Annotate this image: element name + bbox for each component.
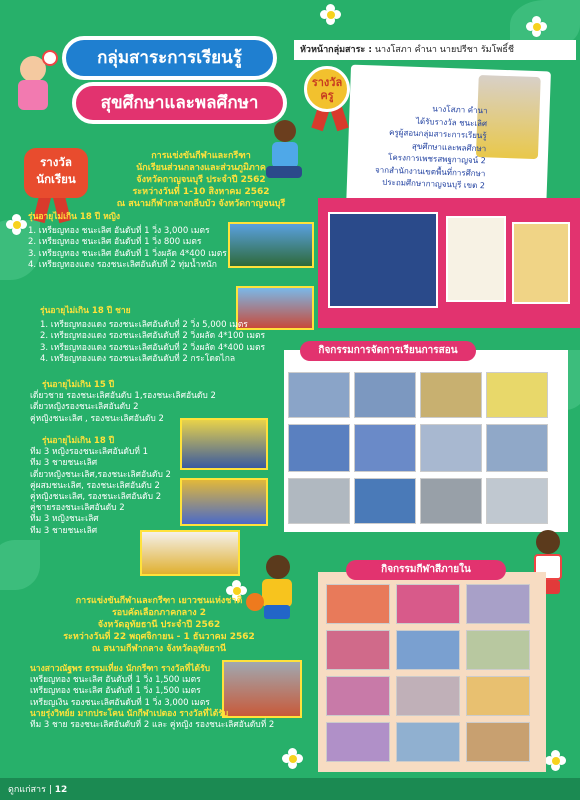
result-item: 4. เหรียญทองแดง รองชนะเลิศอันดับที่ 2 กระโดดไกล — [40, 353, 236, 364]
event-line: จังหวัดกาญจนบุรี ประจำปี 2562 — [136, 175, 266, 185]
athlete-line: นางสาวณัฐพร ธรรมเที่ยง นักกรีฑา รางวัลที่ได้รับ — [30, 664, 210, 674]
activity-photo — [420, 372, 482, 418]
teacher-award-badge — [304, 66, 350, 112]
result-item: คู่หญิงชนะเลิศ , รองชนะเลิศอันดับ 2 — [30, 413, 164, 424]
result-item: คู่ผสมชนะเลิศ, รองชนะเลิศอันดับ 2 — [30, 480, 160, 491]
page-footer — [0, 778, 580, 800]
result-item: เดี่ยวชาย รองชนะเลิศอันดับ 1,รองชนะเลิศอันดับ 2 — [30, 391, 216, 402]
team-photo — [180, 478, 268, 526]
result-item: 1. เหรียญทองแดง รองชนะเลิศอันดับที่ 2 วิ่ง 5,000 เมตร — [40, 320, 248, 331]
department-head-label: หัวหน้ากลุ่มสาระ : — [300, 45, 372, 55]
teacher-award-line: ได้รับรางวัล ชนะเลิศ — [415, 116, 488, 128]
teacher-award-text — [365, 101, 488, 193]
team-photo — [180, 418, 268, 470]
result-item: ทีม 3 ชาย รองชนะเลิศอันดับที่ 2 และ คู่หญิง รองชนะเลิศอันดับที่ 2 — [30, 720, 275, 731]
activity-photo — [288, 372, 350, 418]
certificate-photo — [446, 216, 506, 302]
sports-day-photo — [326, 630, 390, 670]
athlete-line: นายรุ่งวิทย์ย มากประโคน นักกีฬาเปตอง รางวัลที่ได้รับ — [30, 708, 229, 719]
result-item: เหรียญทอง ชนะเลิศ อันดับที่ 1 วิ่ง 1,500 เมตร — [30, 686, 201, 697]
title-line-2: สุขศึกษาและพลศึกษา — [72, 82, 287, 124]
sports-day-photo — [466, 722, 530, 762]
team-photo — [228, 222, 314, 268]
sports-day-photo — [396, 676, 460, 716]
result-item: คู่หญิงชนะเลิศ, รองชนะเลิศอันดับ 2 — [30, 492, 162, 503]
sports-day-photo — [396, 584, 460, 624]
teacher-award-line: นางโสภา คำนา — [432, 104, 488, 116]
teacher-award-line: ครูผู้สอนกลุ่มสาระการเรียนรู้ — [388, 127, 487, 141]
result-item: เดี่ยวหญิงรองชนะเลิศอันดับ 2 — [30, 402, 139, 413]
result-item: 2. เหรียญทอง ชนะเลิศ อันดับที่ 1 วิ่ง 800 เมตร — [28, 237, 202, 248]
u15-heading: รุ่นอายุไม่เกิน 15 ปี — [42, 380, 115, 390]
flower-decoration — [545, 750, 567, 772]
activity-photo — [354, 372, 416, 418]
flower-decoration — [282, 748, 304, 770]
event-line: การแข่งขันกีฬาและกรีฑา — [151, 151, 251, 161]
newsletter-name: ดูกแก่สาร — [8, 785, 46, 795]
result-item: เหรียญเงิน รองชนะเลิศอันดับที่ 1 วิ่ง 3,000 เมตร — [30, 697, 210, 708]
sports-day-photo — [396, 630, 460, 670]
teacher-badge-line-1: รางวัล — [311, 76, 343, 89]
national-youth-event-info — [34, 595, 284, 655]
teacher-award-line: สุขศึกษาและพลศึกษา — [411, 141, 487, 153]
event-line: ณ สนามกีฬากลางกลีบบัว จังหวัดกาญจนบุรี — [116, 199, 286, 209]
national-youth-results — [30, 664, 274, 731]
sports-day-photo — [326, 722, 390, 762]
footer-text — [8, 782, 67, 796]
event2-line: การแข่งขันกีฬาและกรีฑา เยาวชนแห่งชาติ — [75, 596, 243, 606]
girls-u18-results — [28, 212, 227, 271]
teacher-award-line: ประถมศึกษากาญจนบุรี เขต 2 — [382, 177, 486, 191]
activity-photo — [288, 424, 350, 472]
sports-day-photo — [396, 722, 460, 762]
sports-day-photo — [466, 584, 530, 624]
event2-line: ระหว่างวันที่ 22 พฤศจิกายน - 1 ธันวาคม 2562 — [63, 632, 255, 642]
result-item: ทีม 3 ชายชนะเลิศ — [30, 525, 98, 536]
teaching-activity-title: กิจกรรมการจัดการเรียนการสอน — [300, 341, 476, 361]
certificate-photo-panel — [318, 198, 580, 328]
result-item: คู่ชายรองชนะเลิศอันดับ 2 — [30, 503, 125, 514]
result-item: 3. เหรียญทองแดง รองชนะเลิศอันดับที่ 2 วิ่งผลัด 4*400 เมตร — [40, 342, 266, 353]
flower-decoration — [6, 214, 28, 236]
page-number: 12 — [54, 785, 68, 795]
activity-photo — [288, 478, 350, 524]
team-photo — [140, 530, 240, 576]
sports-day-photo — [466, 630, 530, 670]
department-head-bar — [294, 40, 576, 60]
result-item: เดี่ยวหญิงชนะเลิศ,รองชนะเลิศอันดับ 2 — [30, 469, 171, 480]
teacher-badge-line-2: ครู — [320, 89, 334, 102]
activity-photo — [486, 372, 548, 418]
activity-photo — [486, 424, 548, 472]
event2-line: ณ สนามกีฬากลาง จังหวัดอุทัยธานี — [91, 644, 227, 654]
volleyball-kid-illustration — [6, 50, 62, 120]
result-item: 3. เหรียญทอง ชนะเลิศ อันดับที่ 1 วิ่งผลัด 4*400 เมตร — [28, 248, 227, 259]
event2-line: รอบคัดเลือกภาคกลาง 2 — [111, 608, 207, 618]
result-item: 4. เหรียญทองแดง รองชนะเลิศอันดับที่ 2 ทุ่มน้ำหนัก — [28, 259, 217, 270]
department-head-names: นางโสภา คำนา นายปรีชา รัมโพธิ์ชี — [374, 45, 514, 55]
sports-day-photo — [326, 584, 390, 624]
activity-photo — [420, 478, 482, 524]
activity-photo — [420, 424, 482, 472]
girls-u18-heading: รุ่นอายุไม่เกิน 18 ปี หญิง — [28, 212, 121, 222]
footer-separator: | — [48, 785, 55, 795]
activity-photo — [486, 478, 548, 524]
event2-line: จังหวัดอุทัยธานี ประจำปี 2562 — [97, 620, 221, 630]
sports-day-photo — [326, 676, 390, 716]
activity-photo — [354, 478, 416, 524]
result-item: เหรียญทอง ชนะเลิศ อันดับที่ 1 วิ่ง 1,500 เมตร — [30, 675, 201, 686]
background-leaf — [0, 540, 40, 590]
award-plaque-photo — [512, 222, 570, 304]
boys-u18-heading: รุ่นอายุไม่เกิน 18 ปี ชาย — [40, 306, 131, 316]
ceremony-photo — [328, 212, 438, 308]
sports-day-title: กิจกรรมกีฬาสีภายใน — [346, 560, 506, 580]
teacher-award-line: จากสำนักงานเขตพื้นที่การศึกษา — [374, 164, 486, 178]
result-item: ทีม 3 หญิงชนะเลิศ — [30, 514, 99, 525]
sports-day-photo — [466, 676, 530, 716]
flower-decoration — [526, 16, 548, 38]
student-badge-line-1: รางวัล — [40, 155, 72, 169]
u18-badminton-results — [30, 436, 171, 537]
student-badge-line-2: นักเรียน — [36, 172, 76, 186]
section-title — [62, 36, 287, 128]
result-item: ทีม 3 หญิงรองชนะเลิศอันดับที่ 1 — [30, 447, 149, 458]
u18b-heading: รุ่นอายุไม่เกิน 18 ปี — [42, 436, 115, 446]
student-award-badge — [24, 148, 88, 198]
result-item: ทีม 3 ชายชนะเลิศ — [30, 458, 98, 469]
flower-decoration — [320, 4, 342, 26]
event-line: นักเรียนส่วนกลางและส่วนภูมิภาค — [136, 163, 266, 173]
result-item: 1. เหรียญทอง ชนะเลิศ อันดับที่ 1 วิ่ง 3,000 เมตร — [28, 226, 210, 237]
title-line-1: กลุ่มสาระการเรียนรู้ — [62, 36, 277, 80]
result-item: 2. เหรียญทองแดง รองชนะเลิศอันดับที่ 2 วิ่งผลัด 4*100 เมตร — [40, 331, 266, 342]
boys-u18-results — [40, 306, 265, 365]
activity-photo — [354, 424, 416, 472]
student-event-info — [96, 150, 306, 210]
teacher-award-line: โครงการเพชรสพฐกาญจน์ 2 — [387, 152, 486, 166]
event-line: ระหว่างวันที่ 1-10 สิงหาคม 2562 — [132, 187, 270, 197]
